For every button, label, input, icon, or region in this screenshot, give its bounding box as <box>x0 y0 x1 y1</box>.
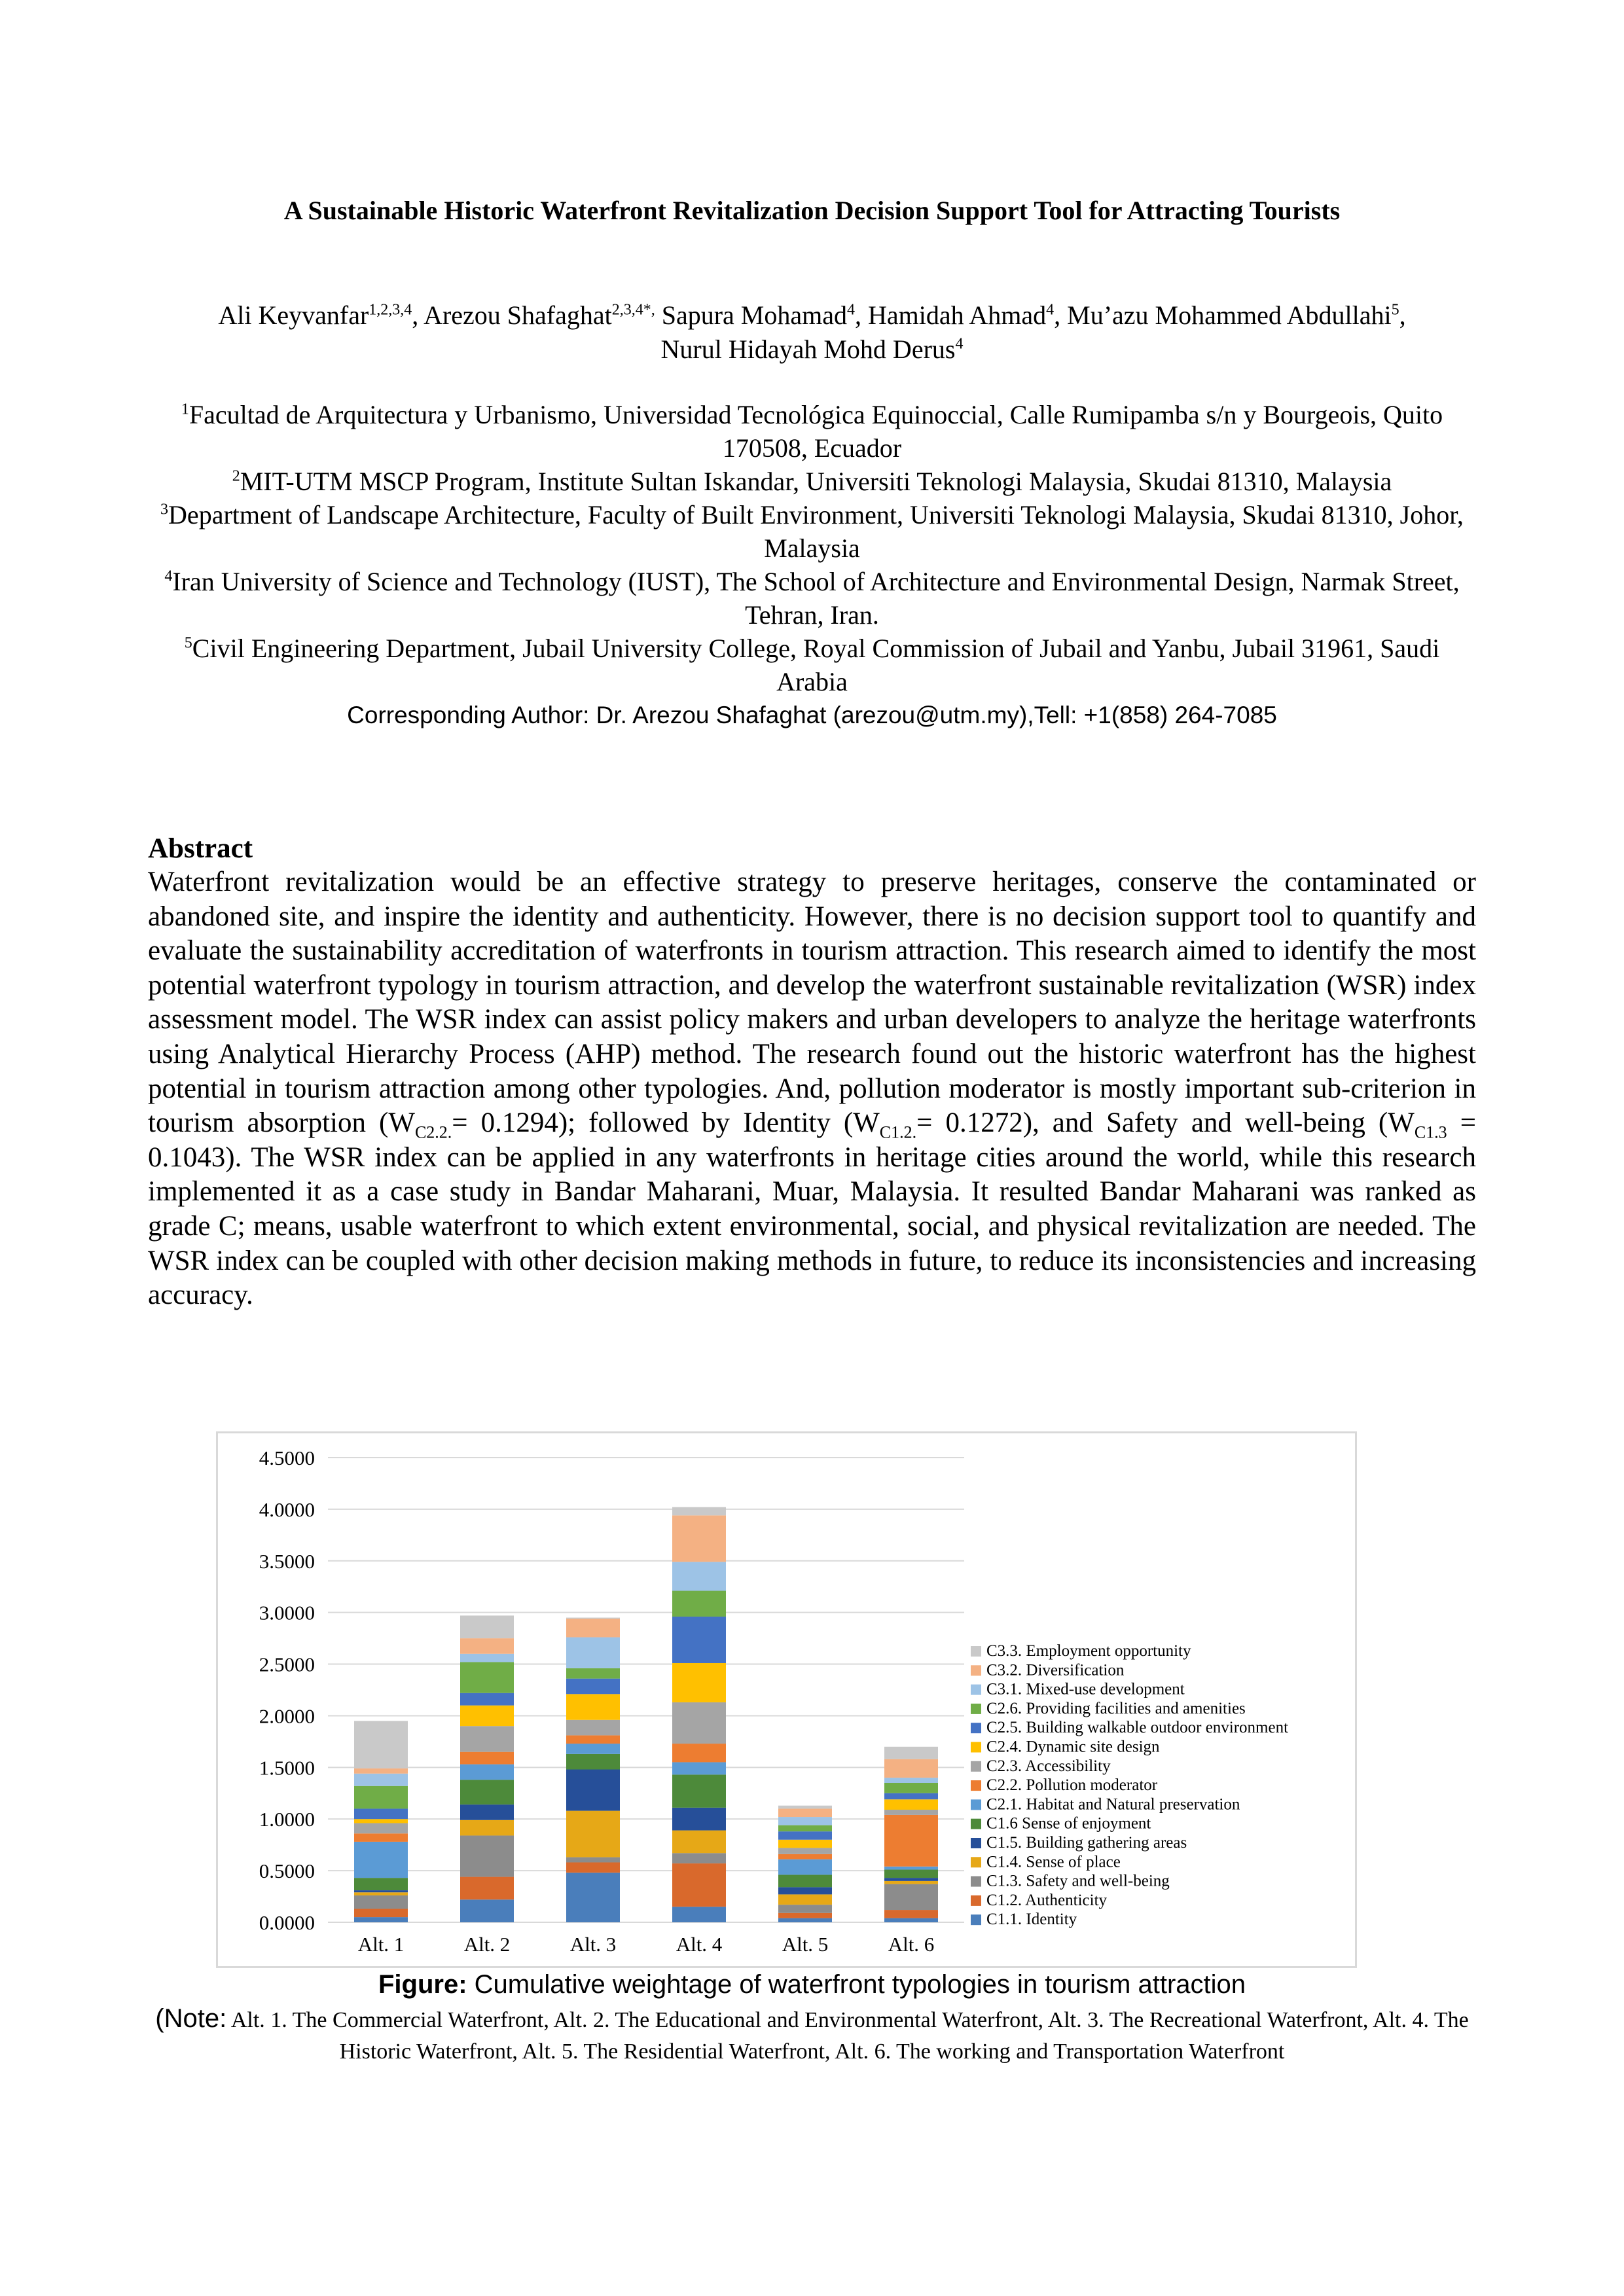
figure-caption-text: Cumulative weightage of waterfront typologies in tourism attraction <box>467 1970 1246 1999</box>
bar-segment <box>460 1654 514 1662</box>
y-tick-label: 3.0000 <box>259 1601 315 1624</box>
bar-segment <box>354 1768 408 1774</box>
bar-segment <box>566 1668 620 1679</box>
y-tick-label: 3.5000 <box>259 1549 315 1573</box>
x-tick-label: Alt. 3 <box>569 1933 617 1956</box>
bar-segment <box>884 1881 938 1884</box>
bar-segment <box>566 1720 620 1736</box>
bar-segment <box>672 1744 726 1762</box>
affiliation <box>148 465 1476 498</box>
legend-label: C2.4. Dynamic site design <box>986 1738 1160 1756</box>
bar-segment <box>566 1769 620 1810</box>
bar-segment <box>566 1619 620 1637</box>
bar-segment <box>884 1747 938 1759</box>
y-tick-label: 2.5000 <box>259 1653 315 1676</box>
y-tick-label: 0.5000 <box>259 1859 315 1883</box>
legend-swatch <box>971 1646 981 1657</box>
bar-segment <box>460 1780 514 1804</box>
x-tick-label: Alt. 1 <box>357 1933 405 1956</box>
bar-segment <box>778 1817 832 1825</box>
chart-canvas <box>218 1433 1355 1966</box>
bar-segment <box>884 1810 938 1815</box>
author-separator: , <box>854 300 868 330</box>
bar-segment <box>672 1591 726 1617</box>
bar-segment <box>884 1884 938 1910</box>
author-name: Ali Keyvanfar <box>218 300 369 330</box>
bar-segment <box>778 1859 832 1875</box>
bar-segment <box>672 1762 726 1774</box>
bar-segment <box>672 1907 726 1922</box>
legend-label: C3.2. Diversification <box>986 1661 1125 1679</box>
bar-segment <box>354 1842 408 1878</box>
y-tick-label: 0.0000 <box>259 1911 315 1934</box>
author-name: Arezou Shafaghat <box>424 300 612 330</box>
figure-note-lead: (Note: <box>155 2004 227 2033</box>
legend-label: C1.3. Safety and well-being <box>986 1872 1170 1890</box>
bar-segment <box>354 1892 408 1895</box>
x-tick-label: Alt. 5 <box>782 1933 829 1956</box>
author-affiliation-mark: 4 <box>955 335 964 353</box>
affiliation <box>148 498 1476 565</box>
bar-segment <box>354 1774 408 1786</box>
bar-segment <box>672 1663 726 1702</box>
legend-label: C2.1. Habitat and Natural preservation <box>986 1795 1240 1814</box>
affiliation-text: Civil Engineering Department, Jubail University College, Royal Commission of Jubail and Yanbu, Jubail 31961, Saudi Arabia <box>192 634 1440 696</box>
bar-segment <box>884 1793 938 1799</box>
affiliation-text: Iran University of Science and Technology (IUST), The School of Architecture and Environmental Design, Narmak Street, Tehran, Iran. <box>172 567 1460 630</box>
affiliation-text: Facultad de Arquitectura y Urbanismo, Universidad Tecnológica Equinoccial, Calle Rumipamba s/n y Bourgeois, Quito 170508, Ecuador <box>189 400 1443 463</box>
bar-segment <box>884 1799 938 1810</box>
abstract-text: = 0.1043). The WSR index can be applied in any waterfronts in heritage cities around the world, while this research implemented it as a case study in Bandar Maharani, Muar, Malaysia. It resulted Bandar Maharani was ranked as grade C; means, usable waterfront to which extent environmental, social, and physical revitalization are needed. The WSR index can be coupled with other decision making methods in future, to reduce its inconsistencies and increasing accuracy. <box>148 1107 1476 1311</box>
bar-segment <box>566 1744 620 1754</box>
bar-segment <box>460 1835 514 1876</box>
bar-segment <box>672 1853 726 1863</box>
bar-segment <box>566 1735 620 1744</box>
bar-segment <box>566 1862 620 1873</box>
figure-note-text: Alt. 1. The Commercial Waterfront, Alt. 2. The Educational and Environmental Waterfront, Alt. 3. The Recreational Waterfront, Alt. 4. The Historic Waterfront, Alt. 5. The Residential Waterfront, Alt. 6. The working and Transportation Waterfront <box>226 2008 1469 2064</box>
author-separator: , <box>1399 300 1406 330</box>
bar-segment <box>354 1878 408 1890</box>
affiliation <box>148 565 1476 632</box>
abstract-subscript: C1.3 <box>1414 1122 1447 1142</box>
bar-segment <box>672 1702 726 1744</box>
bar-segment <box>884 1867 938 1870</box>
bar-segment <box>460 1820 514 1836</box>
abstract-subscript: C2.2. <box>414 1122 452 1142</box>
bar-segment <box>460 1765 514 1780</box>
bar-segment <box>884 1878 938 1881</box>
bar-segment <box>778 1894 832 1905</box>
bar-segment <box>672 1831 726 1854</box>
bar-segment <box>460 1615 514 1638</box>
x-tick-label: Alt. 2 <box>463 1933 511 1956</box>
bar-segment <box>460 1726 514 1751</box>
legend-swatch <box>971 1723 981 1733</box>
legend-label: C3.3. Employment opportunity <box>986 1642 1191 1660</box>
bar-segment <box>672 1774 726 1807</box>
legend-swatch <box>971 1819 981 1829</box>
bar-segment <box>778 1825 832 1831</box>
bar-segment <box>354 1895 408 1909</box>
bar-segment <box>778 1854 832 1859</box>
affiliation <box>148 632 1476 698</box>
bar-segment <box>566 1638 620 1668</box>
legend-label: C1.4. Sense of place <box>986 1853 1121 1871</box>
bar-segment <box>884 1918 938 1922</box>
legend-swatch <box>971 1895 981 1906</box>
bar-segment <box>566 1873 620 1922</box>
x-tick-label: Alt. 6 <box>888 1933 935 1956</box>
legend-swatch <box>971 1742 981 1753</box>
abstract-text: = 0.1272), and Safety and well-being (W <box>916 1107 1415 1139</box>
author-affiliation-mark: 1,2,3,4 <box>369 301 412 319</box>
bar-segment <box>884 1870 938 1878</box>
bar-segment <box>354 1786 408 1809</box>
bar-segment <box>354 1808 408 1819</box>
legend-label: C2.6. Providing facilities and amenities <box>986 1699 1246 1717</box>
bar-segment <box>354 1890 408 1892</box>
bar-segment <box>672 1507 726 1516</box>
legend-swatch <box>971 1799 981 1810</box>
author-affiliation-mark: 5 <box>1391 301 1399 319</box>
author-affiliation-mark: 4 <box>1046 301 1055 319</box>
x-tick-label: Alt. 4 <box>676 1933 723 1956</box>
bar-segment <box>566 1857 620 1863</box>
legend-label: C3.1. Mixed-use development <box>986 1680 1185 1698</box>
affiliation-number: 2 <box>232 467 240 485</box>
affiliation <box>148 398 1476 465</box>
bar-segment <box>672 1863 726 1907</box>
bar-segment <box>672 1808 726 1831</box>
bar-segment <box>778 1905 832 1913</box>
author-separator: , <box>412 300 424 330</box>
figure-note <box>148 2003 1476 2068</box>
legend-swatch <box>971 1838 981 1848</box>
legend-label: C2.3. Accessibility <box>986 1757 1111 1775</box>
y-tick-label: 4.0000 <box>259 1498 315 1521</box>
paper-title: A Sustainable Historic Waterfront Revitalization Decision Support Tool for Attracting Tourists <box>283 196 1341 225</box>
bar-segment <box>566 1679 620 1695</box>
bar-segment <box>460 1804 514 1820</box>
abstract-body <box>148 865 1476 1313</box>
bar-segment <box>566 1618 620 1619</box>
abstract-text: = 0.1294); followed by Identity (W <box>452 1107 880 1139</box>
abstract-subscript: C1.2. <box>879 1122 917 1142</box>
bar-segment <box>354 1721 408 1768</box>
bar-segment <box>884 1783 938 1793</box>
legend-swatch <box>971 1761 981 1772</box>
legend-swatch <box>971 1914 981 1925</box>
legend-label: C1.2. Authenticity <box>986 1891 1108 1909</box>
bar-segment <box>778 1848 832 1854</box>
bar-segment <box>778 1874 832 1887</box>
bar-segment <box>460 1662 514 1693</box>
author-list <box>148 298 1476 367</box>
abstract-heading: Abstract <box>148 833 253 864</box>
bar-segment <box>460 1752 514 1765</box>
bar-segment <box>778 1831 832 1840</box>
abstract-text: Waterfront revitalization would be an effective strategy to preserve heritages, conserve the contaminated or abandoned site, and inspire the identity and authenticity. However, there is no decision support tool to quantify and evaluate the sustainability accreditation of waterfronts in tourism attraction. This research aimed to identify the most potential waterfront typology in tourism attraction, and develop the waterfront sustainable revitalization (WSR) index assessment model. The WSR index can assist policy makers and urban developers to analyze the heritage waterfronts using Analytical Hierarchy Process (AHP) method. The research found out the historic waterfront has the highest potential in tourism attraction among other typologies. And, pollution moderator is mostly important sub-criterion in tourism absorption (W <box>148 867 1476 1139</box>
bar-segment <box>672 1562 726 1590</box>
legend-swatch <box>971 1876 981 1887</box>
bar-segment <box>778 1913 832 1918</box>
bar-segment <box>460 1899 514 1922</box>
bar-segment <box>354 1819 408 1823</box>
stacked-bar-chart <box>216 1431 1357 1968</box>
legend-swatch <box>971 1857 981 1867</box>
legend-label: C1.1. Identity <box>986 1910 1077 1929</box>
bar-segment <box>778 1808 832 1817</box>
bar-segment <box>672 1515 726 1562</box>
bar-segment <box>778 1918 832 1922</box>
affiliation-number: 5 <box>184 634 192 652</box>
bar-segment <box>354 1909 408 1917</box>
bar-segment <box>460 1877 514 1900</box>
affiliation-text: MIT-UTM MSCP Program, Institute Sultan Iskandar, Universiti Teknologi Malaysia, Skudai 81310, Malaysia <box>240 467 1392 496</box>
legend-swatch <box>971 1780 981 1791</box>
bar-segment <box>778 1806 832 1809</box>
figure-label: Figure: <box>378 1970 467 1999</box>
bar-segment <box>884 1910 938 1918</box>
bar-segment <box>778 1840 832 1848</box>
corresponding-author: Corresponding Author: Dr. Arezou Shafaghat (arezou@utm.my),Tell: +1(858) 264-7085 <box>347 702 1277 728</box>
author-separator <box>655 300 662 330</box>
bar-segment <box>460 1706 514 1727</box>
author-name: Nurul Hidayah Mohd Derus <box>660 334 956 364</box>
y-tick-label: 4.5000 <box>259 1446 315 1469</box>
bar-segment <box>672 1617 726 1663</box>
author-name: Hamidah Ahmad <box>867 300 1047 330</box>
y-tick-label: 2.0000 <box>259 1704 315 1728</box>
bar-segment <box>884 1815 938 1867</box>
bar-segment <box>354 1917 408 1922</box>
y-tick-label: 1.5000 <box>259 1756 315 1780</box>
bar-segment <box>884 1778 938 1783</box>
legend-label: C1.5. Building gathering areas <box>986 1834 1187 1852</box>
author-separator: , <box>1054 300 1068 330</box>
author-name: Sapura Mohamad <box>661 300 847 330</box>
affiliation-number: 3 <box>160 501 169 518</box>
y-tick-label: 1.0000 <box>259 1808 315 1831</box>
bar-segment <box>884 1759 938 1778</box>
affiliation-number: 4 <box>164 567 173 585</box>
legend-label: C2.5. Building walkable outdoor environment <box>986 1719 1289 1737</box>
bar-segment <box>354 1833 408 1842</box>
figure-caption <box>0 1969 1624 2000</box>
author-name: Mu’azu Mohammed Abdullahi <box>1067 300 1392 330</box>
bar-segment <box>778 1887 832 1894</box>
bar-segment <box>354 1823 408 1834</box>
affiliation-list <box>148 398 1476 732</box>
legend-swatch <box>971 1665 981 1676</box>
bar-segment <box>566 1811 620 1857</box>
bar-segment <box>460 1693 514 1706</box>
legend-swatch <box>971 1685 981 1695</box>
legend-swatch <box>971 1704 981 1714</box>
bar-segment <box>566 1694 620 1719</box>
author-affiliation-mark: 2,3,4*, <box>611 301 655 319</box>
affiliation-text: Department of Landscape Architecture, Faculty of Built Environment, Universiti Teknologi Malaysia, Skudai 81310, Johor, Malaysia <box>168 500 1464 563</box>
affiliation-number: 1 <box>181 401 189 418</box>
legend-label: C1.6 Sense of enjoyment <box>986 1814 1151 1833</box>
bar-segment <box>566 1754 620 1770</box>
legend-label: C2.2. Pollution moderator <box>986 1776 1158 1795</box>
bar-segment <box>460 1638 514 1654</box>
author-affiliation-mark: 4 <box>846 301 855 319</box>
